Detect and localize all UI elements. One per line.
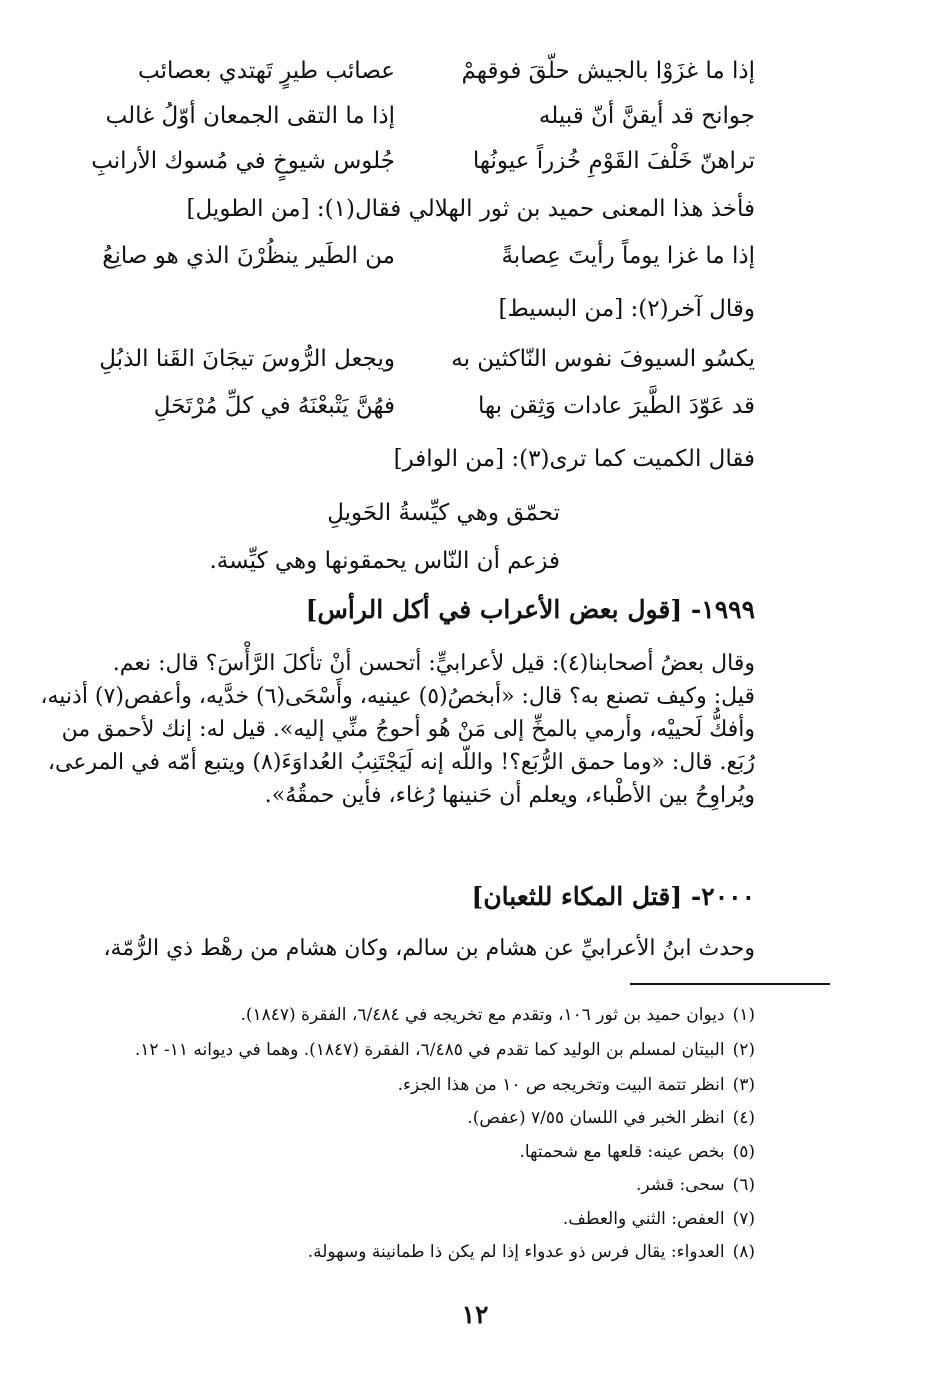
section-1999-line-3: وأفكُّ لَحييْه، وأرمي بالمخِّ إلى مَنْ هُو أحوجُ منِّي إليه». قيل له: إنك لأحمق من xyxy=(61,717,755,742)
footnote-number: (٧) xyxy=(732,1209,755,1229)
footnote-number: (٢) xyxy=(732,1040,755,1060)
footnote-number: (٨) xyxy=(732,1242,755,1262)
page-number: ١٢ xyxy=(461,1300,489,1329)
verse-5-first-hemistich: قد عَوّدَ الطَّيرَ عادات وَثِقن بها xyxy=(477,393,755,419)
verse-3-first-hemistich: تراهنّ خَلْفَ القَوْمِ خُزراً عيونُها xyxy=(472,148,755,174)
footnote-text: انظر الخبر في اللسان ٧/٥٥ (عفص). xyxy=(467,1108,725,1128)
footnote-separator xyxy=(630,983,830,985)
intro-other-poet-line: وقال آخر(٢): [من البسيط] xyxy=(498,296,755,322)
verse-3-second-hemistich: جُلوس شيوخٍ في مُسوك الأرانبِ xyxy=(91,148,395,174)
hamid-verse-first-hemistich: إذا ما غزا يوماً رأيتَ عِصابةً xyxy=(501,243,755,269)
footnote-1 xyxy=(15,1003,755,1027)
claim-line: فزعم أن النّاس يحمقونها وهي كيِّسة. xyxy=(209,548,560,574)
footnote-number: (١) xyxy=(732,1005,755,1025)
verse-1-first-hemistich: إذا ما غزَوْا بالجيش حلّقَ فوقهمْ xyxy=(461,58,755,84)
section-1999-line-1: وقال بعضُ أصحابنا(٤): قيل لأعرابيٍّ: أتحسن أنْ تأكلَ الرَّأْسَ؟ قال: نعم. xyxy=(112,651,755,676)
footnote-text: بخص عينه: قلعها مع شحمتها. xyxy=(519,1142,725,1162)
verse-1-second-hemistich: عصائب طيرٍ تَهتدي بعصائب xyxy=(138,58,395,84)
footnote-6 xyxy=(15,1173,755,1197)
section-1999-line-5: ويُراوِحُ بين الأطْباء، ويعلم أن حَنينها رُغاء، فأين حمقُهُ». xyxy=(264,783,755,808)
footnote-3 xyxy=(15,1073,755,1097)
footnote-text: ديوان حميد بن ثور ١٠٦، وتقدم مع تخريجه في ٦/٤٨٤، الفقرة (١٨٤٧). xyxy=(240,1005,725,1025)
footnote-text: سحى: قشر. xyxy=(635,1175,725,1195)
footnote-5 xyxy=(15,1140,755,1164)
footnote-number: (٣) xyxy=(732,1075,755,1095)
footnote-4 xyxy=(15,1106,755,1130)
verse-5-second-hemistich: فهُنَّ يَتْبعْنَهُ في كلِّ مُرْتَحَلِ xyxy=(153,393,395,419)
section-1999-line-4: رُبَع. قال: «وما حمق الرُّبَع؟! واللّه إنه لَيَجْتَنِبُ العُداوَءَ(٨) ويتبع أمّه في المرعى، xyxy=(47,750,755,775)
footnote-number: (٦) xyxy=(732,1175,755,1195)
footnote-number: (٤) xyxy=(732,1108,755,1128)
footnote-text: العفص: الثني والعطف. xyxy=(562,1209,725,1229)
footnote-8 xyxy=(15,1240,755,1264)
intro-kumait-line: فقال الكميت كما ترى(٣): [من الوافر] xyxy=(393,446,755,472)
verse-4-first-hemistich: يكسُو السيوفَ نفوس النّاكثين به xyxy=(451,346,755,372)
verse-2-second-hemistich: إذا ما التقى الجمعان أوّلُ غالب xyxy=(105,103,395,129)
section-1999-heading: ١٩٩٩- [قول بعض الأعراب في أكل الرأس] xyxy=(305,595,755,624)
hamid-verse-second-hemistich: من الطَير ينظُرْنَ الذي هو صانِعُ xyxy=(102,243,395,269)
verse-4-second-hemistich: ويجعل الرُّوسَ تيجَانَ القَنا الذبُلِ xyxy=(99,346,395,372)
footnote-text: انظر تتمة البيت وتخريجه ص ١٠ من هذا الجزء. xyxy=(397,1075,725,1095)
section-1999-line-2: قيل: وكيف تصنع به؟ قال: «أبخصُ(٥) عينيه، وأَسْحَى(٦) خدَّيه، وأعفص(٧) أذنيه، xyxy=(40,684,755,709)
intro-hamid-line: فأخذ هذا المعنى حميد بن ثور الهلالي فقال(١): [من الطويل] xyxy=(186,196,755,222)
footnote-text: البيتان لمسلم بن الوليد كما تقدم في ٦/٤٨٥، الفقرة (١٨٤٧). وهما في ديوانه ١١- ١٢. xyxy=(134,1040,725,1060)
footnote-number: (٥) xyxy=(732,1142,755,1162)
section-2000-heading: ٢٠٠٠- [قتل المكاء للثعبان] xyxy=(471,882,755,911)
footnote-7 xyxy=(15,1207,755,1231)
footnote-2 xyxy=(15,1038,755,1062)
verse-2-first-hemistich: جوانح قد أيقنَّ أنّ قبيله xyxy=(538,103,755,129)
section-2000-line-1: وحدث ابنُ الأعرابيِّ عن هشام بن سالم، وكان هشام من رهْط ذي الرُّمّة، xyxy=(103,936,755,961)
footnote-text: العدواء: يقال فرس ذو عدواء إذا لم يكن ذا طمانينة وسهولة. xyxy=(307,1242,725,1262)
kumait-hemistich: تحمّق وهي كيِّسةُ الحَويلِ xyxy=(327,500,560,526)
